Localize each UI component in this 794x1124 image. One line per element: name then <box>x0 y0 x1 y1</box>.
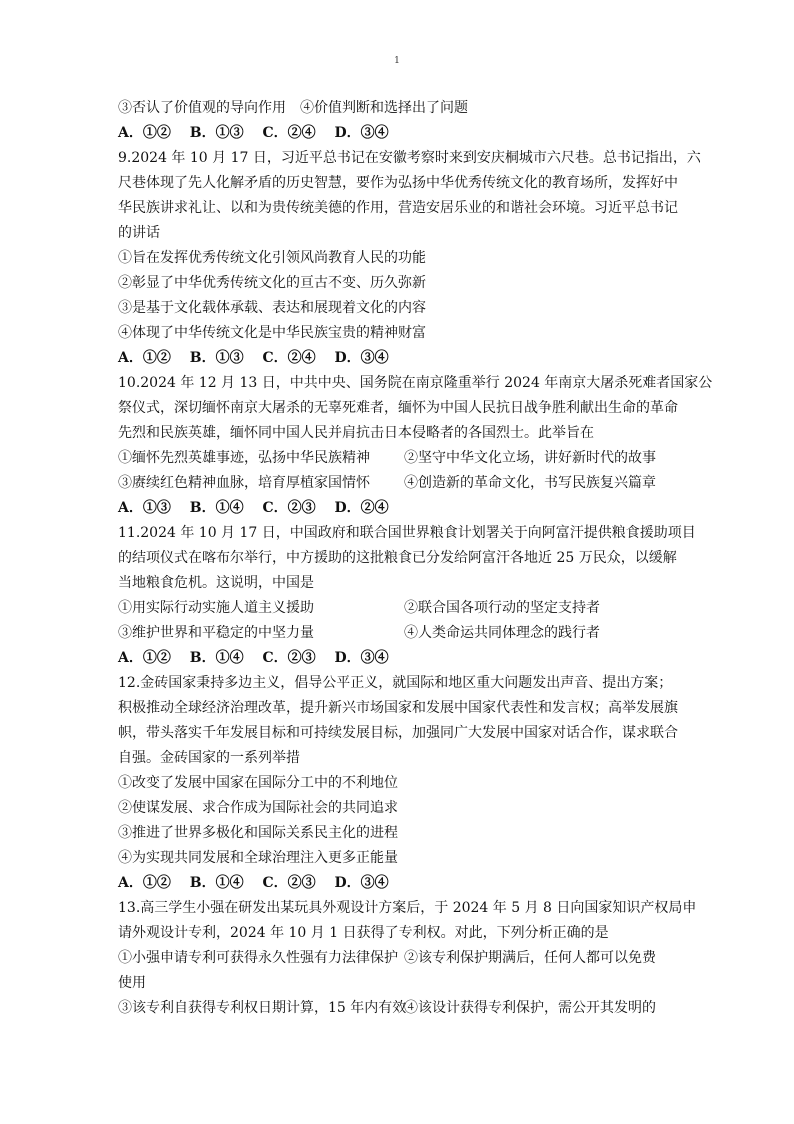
q12-stem-line-3: 帜，带头落实千年发展目标和可持续发展目标，加强同广大发展中国家对话合作，谋求联合 <box>118 725 678 741</box>
q10-stem-line-3: 先烈和民族英雄，缅怀同中国人民并肩抗击日本侵略者的各国烈士。此举旨在 <box>118 425 594 441</box>
q13-stem-line-2: 请外观设计专利，2024 年 10 月 1 日获得了专利权。对此，下列分析正确的是 <box>118 925 609 941</box>
q12-stem-line-1: 12.金砖国家秉持多边主义，倡导公平正义，就国际和地区重大问题发出声音、提出方案； <box>118 675 673 691</box>
q10-option-1: ①缅怀先烈英雄事迹，弘扬中华民族精神 <box>118 450 370 466</box>
q13-option-2-continued: 使用 <box>118 975 146 991</box>
q12-stem-line-4: 自强。金砖国家的一系列举措 <box>118 750 300 766</box>
q13-stem-line-1: 13.高三学生小强在研发出某玩具外观设计方案后，于 2024 年 5 月 8 日向国家知识产权局申 <box>118 900 697 916</box>
q10-answer-b: B．①④ <box>189 500 244 516</box>
q11-option-1: ①用实际行动实施人道主义援助 <box>118 600 314 616</box>
q10-option-row-1 <box>118 446 678 471</box>
q8-answer-d: D．③④ <box>334 125 389 141</box>
q9-option-1: ①旨在发挥优秀传统文化引领风尚教育人民的功能 <box>118 250 426 266</box>
q9-answer-b: B．①③ <box>189 350 244 366</box>
q12-option-2: ②使谋发展、求合作成为国际社会的共同追求 <box>118 800 398 816</box>
q9-stem-line-2: 尺巷体现了先人化解矛盾的历史智慧，要作为弘扬中华优秀传统文化的教育场所，发挥好中 <box>118 175 678 191</box>
q11-stem-line-1: 11.2024 年 10 月 17 日，中国政府和联合国世界粮食计划署关于向阿富汗提供粮食援助项目 <box>118 525 696 541</box>
q10-answer-a: A．①③ <box>118 500 171 516</box>
q9-answer-a: A．①② <box>118 350 171 366</box>
q8-answer-c: C．②④ <box>262 125 316 141</box>
page-number: 1 <box>394 56 400 66</box>
q9-answer-c: C．②④ <box>262 350 316 366</box>
q8-answer-a: A．①② <box>118 125 171 141</box>
q13-option-1: ①小强申请专利可获得永久性强有力法律保护 <box>118 950 398 966</box>
q9-option-3: ③是基于文化载体承载、表达和展现着文化的内容 <box>118 300 426 316</box>
q11-answer-c: C．②③ <box>262 650 316 666</box>
q9-stem-line-3: 华民族讲求礼让、以和为贵传统美德的作用，营造安居乐业的和谐社会环境。习近平总书记 <box>118 200 678 216</box>
q12-answer-c: C．②③ <box>262 875 316 891</box>
q10-stem-line-1: 10.2024 年 12 月 13 日，中共中央、国务院在南京隆重举行 2024 年南京大屠杀死难者国家公 <box>118 375 713 391</box>
q10-option-2: ②坚守中华文化立场，讲好新时代的故事 <box>404 450 656 466</box>
q12-answer-b: B．①④ <box>189 875 244 891</box>
q11-option-3: ③维护世界和平稳定的中坚力量 <box>118 625 314 641</box>
q10-option-3: ③赓续红色精神血脉，培育厚植家国情怀 <box>118 475 370 491</box>
q11-stem-line-2: 的结项仪式在喀布尔举行，中方援助的这批粮食已分发给阿富汗各地近 25 万民众，以缓解 <box>118 550 677 566</box>
q11-option-row-2 <box>118 621 678 646</box>
q13-option-4: ④该设计获得专利保护，需公开其发明的 <box>404 1000 656 1016</box>
q12-option-4: ④为实现共同发展和全球治理注入更多正能量 <box>118 850 398 866</box>
q11-stem-line-3: 当地粮食危机。这说明，中国是 <box>118 575 314 591</box>
q13-option-line-1 <box>118 946 678 971</box>
q8-answer-choices <box>118 121 678 146</box>
q11-option-row-1 <box>118 596 678 621</box>
q10-answer-c: C．②③ <box>262 500 316 516</box>
q11-answer-choices <box>118 646 678 671</box>
q12-option-3: ③推进了世界多极化和国际关系民主化的进程 <box>118 825 398 841</box>
q10-option-4: ④创造新的革命文化，书写民族复兴篇章 <box>404 475 656 491</box>
q9-stem-line-1: 9.2024 年 10 月 17 日，习近平总书记在安徽考察时来到安庆桐城市六尺巷。总书记指出，六 <box>118 150 701 166</box>
q9-option-4: ④体现了中华传统文化是中华民族宝贵的精神财富 <box>118 325 426 341</box>
q9-stem-line-4: 的讲话 <box>118 225 160 241</box>
q10-answer-choices <box>118 496 678 521</box>
q10-answer-d: D．②④ <box>334 500 389 516</box>
q11-answer-b: B．①④ <box>189 650 244 666</box>
q13-option-line-2 <box>118 971 678 996</box>
q12-stem-line-2: 积极推动全球经济治理改革，提升新兴市场国家和发展中国家代表性和发言权；高举发展旗 <box>118 700 678 716</box>
q12-answer-choices <box>118 871 678 896</box>
q8-answer-b: B．①③ <box>189 125 244 141</box>
q10-option-row-2 <box>118 471 678 496</box>
q13-option-3: ③该专利自获得专利权日期计算，15 年内有效 <box>118 1000 407 1016</box>
q9-answer-d: D．③④ <box>334 350 389 366</box>
q12-answer-a: A．①② <box>118 875 171 891</box>
q12-answer-d: D．③④ <box>334 875 389 891</box>
q11-answer-d: D．③④ <box>334 650 389 666</box>
q12-option-1: ①改变了发展中国家在国际分工中的不利地位 <box>118 775 398 791</box>
exam-content <box>118 96 713 1021</box>
q11-option-2: ②联合国各项行动的坚定支持者 <box>404 600 600 616</box>
q8-tail-options: ③否认了价值观的导向作用 ④价值判断和选择出了问题 <box>118 100 468 116</box>
q9-answer-choices <box>118 346 678 371</box>
q11-answer-a: A．①② <box>118 650 171 666</box>
q11-option-4: ④人类命运共同体理念的践行者 <box>404 625 600 641</box>
q13-option-2: ②该专利保护期满后，任何人都可以免费 <box>404 950 656 966</box>
q13-option-line-3 <box>118 996 678 1021</box>
q9-option-2: ②彰显了中华优秀传统文化的亘古不变、历久弥新 <box>118 275 426 291</box>
q10-stem-line-2: 祭仪式，深切缅怀南京大屠杀的无辜死难者，缅怀为中国人民抗日战争胜利献出生命的革命 <box>118 400 678 416</box>
